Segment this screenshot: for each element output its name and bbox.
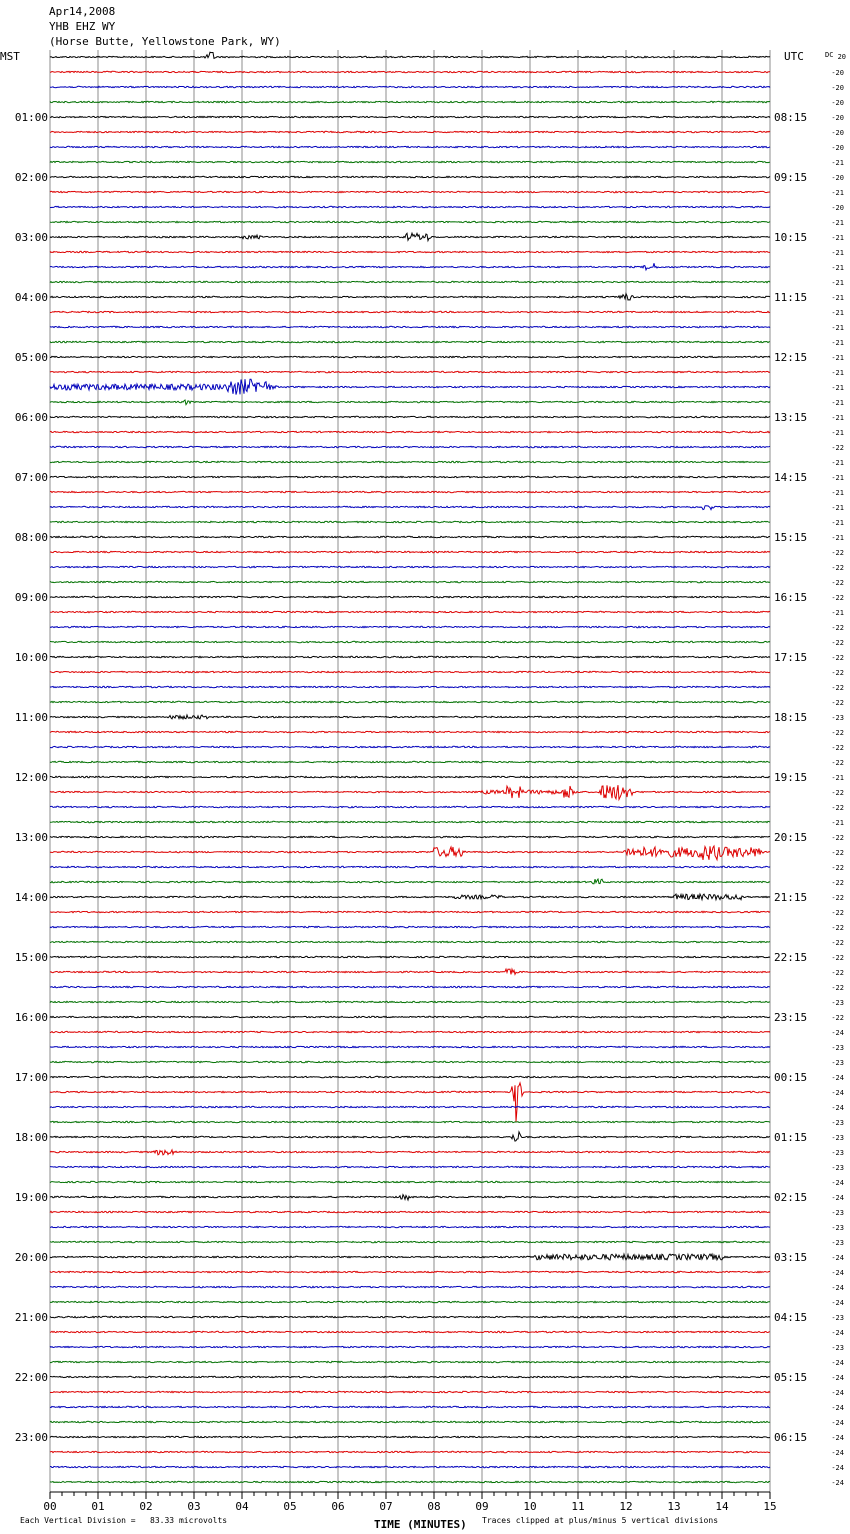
trace-50 <box>50 806 770 807</box>
trace-46 <box>50 746 770 747</box>
dc-offset-label: -22 <box>831 549 844 557</box>
trace-54 <box>50 866 770 867</box>
left-hour-label: 15:00 <box>14 951 48 964</box>
dc-offset-label: -22 <box>831 684 844 692</box>
x-tick-label: 04 <box>235 1500 249 1513</box>
trace-83 <box>50 1301 770 1302</box>
trace-71 <box>50 1121 770 1122</box>
right-hour-label: 12:15 <box>774 351 808 364</box>
utc-axis-title: UTC <box>784 50 804 63</box>
dc-offset-label: -23 <box>831 1164 844 1172</box>
trace-70 <box>50 1106 770 1107</box>
right-hour-label: 13:15 <box>774 411 808 424</box>
dc-offset-label: -24 <box>831 1194 844 1202</box>
trace-34 <box>50 566 770 567</box>
left-hour-label: 17:00 <box>14 1071 48 1084</box>
trace-13 <box>50 251 770 252</box>
right-hour-label: 02:15 <box>774 1191 808 1204</box>
right-hour-label: 19:15 <box>774 771 808 784</box>
trace-19 <box>50 341 770 342</box>
trace-4 <box>50 116 770 117</box>
dc-offset-label: -22 <box>831 864 844 872</box>
dc-offset-label: -23 <box>831 1044 844 1052</box>
trace-41 <box>50 671 770 672</box>
dc-offset-label: -21 <box>831 774 844 782</box>
trace-28 <box>50 476 770 477</box>
trace-23 <box>50 400 770 405</box>
dc-offset-label: -20 <box>831 144 844 152</box>
x-tick-label: 13 <box>667 1500 681 1513</box>
trace-63 <box>50 1001 770 1002</box>
dc-offset-label: -22 <box>831 789 844 797</box>
x-axis-title: TIME (MINUTES) <box>374 1518 467 1531</box>
left-hour-label: 12:00 <box>14 771 48 784</box>
trace-8 <box>50 176 770 177</box>
trace-56 <box>50 894 770 900</box>
right-hour-label: 17:15 <box>774 651 808 664</box>
trace-7 <box>50 161 770 162</box>
trace-82 <box>50 1286 770 1287</box>
trace-0 <box>50 52 770 58</box>
trace-67 <box>50 1061 770 1062</box>
dc-offset-label: -21 <box>831 399 844 407</box>
trace-91 <box>50 1421 770 1422</box>
dc-offset-label: 20 <box>837 53 846 61</box>
dc-offset-label: -22 <box>831 834 844 842</box>
dc-offset-label: -24 <box>831 1254 844 1262</box>
dc-offset-label: -24 <box>831 1464 844 1472</box>
mst-axis-title: MST <box>0 50 20 63</box>
dc-offset-label: -24 <box>831 1374 844 1382</box>
trace-86 <box>50 1346 770 1347</box>
dc-offset-label: -21 <box>831 429 844 437</box>
trace-17 <box>50 311 770 312</box>
dc-offset-label: -21 <box>831 609 844 617</box>
trace-18 <box>50 326 770 327</box>
x-tick-label: 10 <box>523 1500 537 1513</box>
dc-offset-label: -24 <box>831 1029 844 1037</box>
dc-offset-label: -21 <box>831 219 844 227</box>
trace-81 <box>50 1271 770 1272</box>
trace-58 <box>50 926 770 927</box>
trace-43 <box>50 701 770 702</box>
trace-27 <box>50 461 770 462</box>
left-hour-label: 23:00 <box>14 1431 48 1444</box>
trace-12 <box>50 233 770 240</box>
dc-offset-label: -22 <box>831 594 844 602</box>
trace-24 <box>50 416 770 417</box>
trace-80 <box>50 1254 770 1260</box>
dc-offset-label: -21 <box>831 189 844 197</box>
trace-36 <box>50 596 770 597</box>
right-hour-label: 03:15 <box>774 1251 808 1264</box>
left-hour-label: 04:00 <box>14 291 48 304</box>
right-hour-label: 15:15 <box>774 531 808 544</box>
dc-offset-label: -22 <box>831 969 844 977</box>
left-hour-label: 10:00 <box>14 651 48 664</box>
dc-offset-label: -24 <box>831 1389 844 1397</box>
trace-78 <box>50 1226 770 1227</box>
dc-offset-label: -21 <box>831 384 844 392</box>
dc-offset-label: -22 <box>831 699 844 707</box>
trace-51 <box>50 821 770 822</box>
dc-offset-label: -21 <box>831 504 844 512</box>
dc-offset-label: -20 <box>831 114 844 122</box>
trace-49 <box>50 785 770 799</box>
dc-offset-label: -23 <box>831 999 844 1007</box>
dc-offset-label: -21 <box>831 354 844 362</box>
dc-offset-label: -22 <box>831 744 844 752</box>
trace-3 <box>50 101 770 102</box>
trace-92 <box>50 1436 770 1437</box>
trace-25 <box>50 431 770 432</box>
trace-52 <box>50 836 770 837</box>
trace-45 <box>50 731 770 732</box>
dc-offset-label: -24 <box>831 1269 844 1277</box>
x-tick-label: 11 <box>571 1500 585 1513</box>
x-tick-label: 15 <box>763 1500 777 1513</box>
dc-offset-label: -22 <box>831 849 844 857</box>
dc-offset-label: -22 <box>831 894 844 902</box>
trace-88 <box>50 1376 770 1377</box>
dc-offset-label: -21 <box>831 324 844 332</box>
station-location: (Horse Butte, Yellowstone Park, WY) <box>49 35 281 48</box>
dc-offset-label: -22 <box>831 939 844 947</box>
dc-offset-label: -22 <box>831 654 844 662</box>
left-hour-label: 08:00 <box>14 531 48 544</box>
trace-60 <box>50 956 770 957</box>
dc-offset-label: -23 <box>831 714 844 722</box>
trace-20 <box>50 356 770 357</box>
dc-offset-label: -21 <box>831 264 844 272</box>
trace-95 <box>50 1481 770 1482</box>
left-hour-label: 16:00 <box>14 1011 48 1024</box>
trace-21 <box>50 371 770 372</box>
right-hour-label: 01:15 <box>774 1131 808 1144</box>
trace-15 <box>50 281 770 282</box>
dc-offset-label: -21 <box>831 489 844 497</box>
dc-offset-label: -24 <box>831 1419 844 1427</box>
trace-42 <box>50 686 770 687</box>
dc-offset-label: -23 <box>831 1209 844 1217</box>
x-tick-label: 01 <box>91 1500 105 1513</box>
dc-offset-label: -24 <box>831 1479 844 1487</box>
trace-53 <box>50 846 770 860</box>
dc-offset-label: -22 <box>831 984 844 992</box>
right-hour-label: 00:15 <box>774 1071 808 1084</box>
trace-22 <box>50 379 770 394</box>
left-hour-label: 11:00 <box>14 711 48 724</box>
trace-75 <box>50 1181 770 1182</box>
left-hour-label: 19:00 <box>14 1191 48 1204</box>
dc-offset-label: -21 <box>831 459 844 467</box>
dc-offset-label: -22 <box>831 669 844 677</box>
trace-29 <box>50 491 770 492</box>
trace-59 <box>50 941 770 942</box>
dc-offset-label: -20 <box>831 69 844 77</box>
x-tick-label: 12 <box>619 1500 633 1513</box>
trace-68 <box>50 1076 770 1077</box>
right-hour-label: 20:15 <box>774 831 808 844</box>
dc-offset-label: -23 <box>831 1314 844 1322</box>
trace-44 <box>50 715 770 719</box>
right-hour-label: 09:15 <box>774 171 808 184</box>
dc-offset-label: -24 <box>831 1359 844 1367</box>
dc-offset-label: -21 <box>831 294 844 302</box>
dc-offset-label: -22 <box>831 729 844 737</box>
dc-offset-label: -21 <box>831 519 844 527</box>
clip-note: Traces clipped at plus/minus 5 vertical divisions <box>482 1516 719 1525</box>
right-hour-label: 08:15 <box>774 111 808 124</box>
left-hour-label: 13:00 <box>14 831 48 844</box>
dc-offset-label: -22 <box>831 804 844 812</box>
dc-offset-label: -21 <box>831 474 844 482</box>
dc-offset-label: -24 <box>831 1329 844 1337</box>
dc-offset-label: -21 <box>831 339 844 347</box>
dc-offset-label: -22 <box>831 444 844 452</box>
trace-33 <box>50 551 770 552</box>
trace-90 <box>50 1406 770 1407</box>
trace-94 <box>50 1466 770 1467</box>
right-hour-label: 11:15 <box>774 291 808 304</box>
trace-5 <box>50 131 770 132</box>
trace-93 <box>50 1451 770 1452</box>
trace-16 <box>50 294 770 300</box>
dc-offset-label: -22 <box>831 954 844 962</box>
dc-offset-label: -22 <box>831 909 844 917</box>
dc-offset-label: -24 <box>831 1179 844 1187</box>
right-hour-label: 23:15 <box>774 1011 808 1024</box>
trace-10 <box>50 206 770 207</box>
x-tick-label: 14 <box>715 1500 729 1513</box>
left-hour-label: 01:00 <box>14 111 48 124</box>
dc-offset-label: -22 <box>831 639 844 647</box>
right-hour-label: 22:15 <box>774 951 808 964</box>
dc-offset-label: -22 <box>831 759 844 767</box>
right-hour-label: 14:15 <box>774 471 808 484</box>
dc-offset-label: -24 <box>831 1074 844 1082</box>
x-tick-label: 09 <box>475 1500 489 1513</box>
left-hour-label: 14:00 <box>14 891 48 904</box>
trace-62 <box>50 986 770 987</box>
dc-offset-label: -21 <box>831 369 844 377</box>
left-hour-label: 20:00 <box>14 1251 48 1264</box>
trace-77 <box>50 1211 770 1212</box>
trace-32 <box>50 536 770 537</box>
right-hour-label: 06:15 <box>774 1431 808 1444</box>
dc-offset-label: -24 <box>831 1449 844 1457</box>
dc-offset-label: -20 <box>831 204 844 212</box>
left-hour-label: 06:00 <box>14 411 48 424</box>
dc-offset-label: -22 <box>831 879 844 887</box>
trace-6 <box>50 146 770 147</box>
dc-offset-label: -24 <box>831 1089 844 1097</box>
trace-55 <box>50 879 770 884</box>
station-code: YHB EHZ WY <box>49 20 116 33</box>
x-tick-label: 02 <box>139 1500 153 1513</box>
left-hour-label: 02:00 <box>14 171 48 184</box>
right-hour-label: 04:15 <box>774 1311 808 1324</box>
trace-47 <box>50 761 770 762</box>
trace-74 <box>50 1166 770 1167</box>
trace-73 <box>50 1150 770 1155</box>
dc-offset-label: -23 <box>831 1344 844 1352</box>
right-hour-label: 05:15 <box>774 1371 808 1384</box>
trace-40 <box>50 656 770 657</box>
dc-offset-label: -22 <box>831 624 844 632</box>
trace-2 <box>50 86 770 87</box>
trace-38 <box>50 626 770 627</box>
dc-offset-label: -21 <box>831 279 844 287</box>
trace-35 <box>50 581 770 582</box>
left-hour-label: 18:00 <box>14 1131 48 1144</box>
dc-offset-label: -21 <box>831 819 844 827</box>
dc-offset-label: -20 <box>831 84 844 92</box>
dc-axis-title: DC <box>825 51 834 59</box>
dc-offset-label: -20 <box>831 99 844 107</box>
trace-48 <box>50 776 770 777</box>
dc-offset-label: -23 <box>831 1134 844 1142</box>
trace-11 <box>50 221 770 222</box>
trace-66 <box>50 1046 770 1047</box>
dc-offset-label: -22 <box>831 564 844 572</box>
x-tick-label: 06 <box>331 1500 345 1513</box>
trace-69 <box>50 1083 770 1122</box>
dc-offset-label: -21 <box>831 234 844 242</box>
trace-26 <box>50 446 770 447</box>
dc-offset-label: -23 <box>831 1059 844 1067</box>
right-hour-label: 21:15 <box>774 891 808 904</box>
dc-offset-label: -21 <box>831 159 844 167</box>
dc-offset-label: -24 <box>831 1104 844 1112</box>
trace-30 <box>50 506 770 510</box>
scale-note: Each Vertical Division = 83.33 microvolts <box>20 1516 228 1525</box>
left-hour-label: 21:00 <box>14 1311 48 1324</box>
left-hour-label: 05:00 <box>14 351 48 364</box>
trace-65 <box>50 1031 770 1032</box>
trace-84 <box>50 1316 770 1317</box>
trace-85 <box>50 1331 770 1332</box>
trace-9 <box>50 191 770 192</box>
dc-offset-label: -21 <box>831 534 844 542</box>
dc-offset-label: -20 <box>831 129 844 137</box>
station-date: Apr14,2008 <box>49 5 116 18</box>
x-tick-label: 07 <box>379 1500 393 1513</box>
dc-offset-label: -22 <box>831 924 844 932</box>
left-hour-label: 22:00 <box>14 1371 48 1384</box>
dc-offset-label: -23 <box>831 1239 844 1247</box>
right-hour-label: 18:15 <box>774 711 808 724</box>
trace-37 <box>50 611 770 612</box>
dc-offset-label: -23 <box>831 1119 844 1127</box>
right-hour-label: 10:15 <box>774 231 808 244</box>
x-tick-label: 00 <box>43 1500 57 1513</box>
dc-offset-label: -21 <box>831 309 844 317</box>
trace-72 <box>50 1132 770 1141</box>
dc-offset-label: -22 <box>831 1014 844 1022</box>
trace-31 <box>50 521 770 522</box>
dc-offset-label: -24 <box>831 1404 844 1412</box>
trace-64 <box>50 1016 770 1017</box>
dc-offset-label: -24 <box>831 1434 844 1442</box>
left-hour-label: 09:00 <box>14 591 48 604</box>
dc-offset-label: -20 <box>831 174 844 182</box>
trace-57 <box>50 911 770 912</box>
dc-offset-label: -21 <box>831 414 844 422</box>
right-hour-label: 16:15 <box>774 591 808 604</box>
trace-1 <box>50 71 770 72</box>
dc-offset-label: -24 <box>831 1299 844 1307</box>
x-tick-label: 03 <box>187 1500 201 1513</box>
x-tick-label: 08 <box>427 1500 441 1513</box>
trace-39 <box>50 641 770 642</box>
dc-offset-label: -21 <box>831 249 844 257</box>
trace-87 <box>50 1361 770 1362</box>
trace-61 <box>50 969 770 974</box>
trace-76 <box>50 1195 770 1200</box>
dc-offset-label: -24 <box>831 1284 844 1292</box>
left-hour-label: 07:00 <box>14 471 48 484</box>
trace-89 <box>50 1391 770 1392</box>
dc-offset-label: -23 <box>831 1224 844 1232</box>
dc-offset-label: -23 <box>831 1149 844 1157</box>
dc-offset-label: -22 <box>831 579 844 587</box>
left-hour-label: 03:00 <box>14 231 48 244</box>
x-tick-label: 05 <box>283 1500 297 1513</box>
trace-79 <box>50 1241 770 1242</box>
trace-14 <box>50 263 770 270</box>
